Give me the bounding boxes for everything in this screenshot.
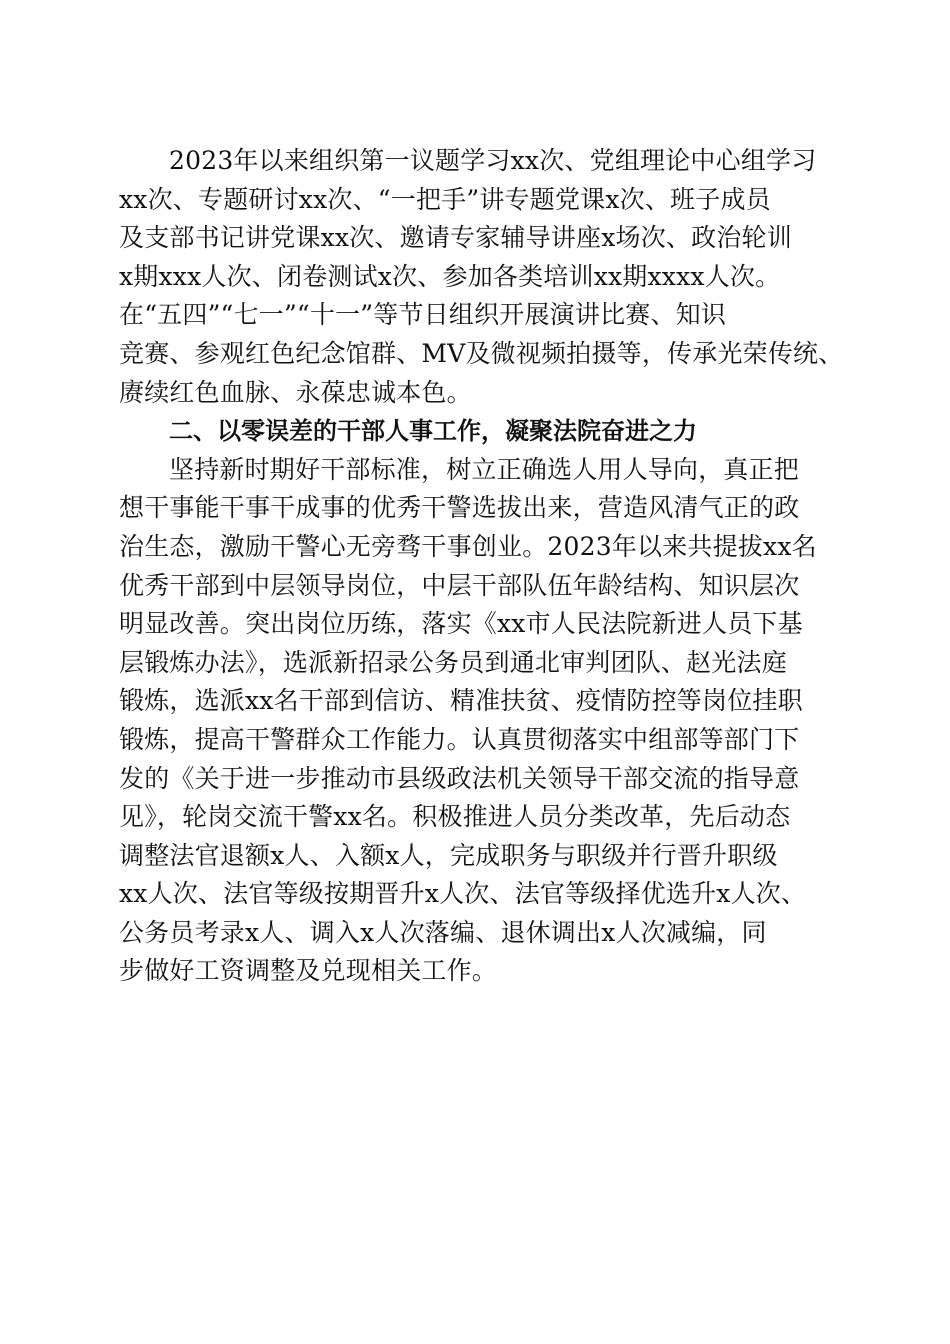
paragraph-line: 治生态，激励干警心无旁骛干事创业。2023年以来共提拔xx名 bbox=[119, 531, 817, 561]
paragraph-line: 公务员考录x人、调入x人次落编、退休调出x人次减编，同 bbox=[119, 917, 767, 947]
paragraph-line: 及支部书记讲党课xx次、邀请专家辅导讲座x场次、政治轮训 bbox=[119, 223, 792, 253]
paragraph-personnel-work bbox=[119, 451, 829, 991]
paragraph-line: 赓续红色血脉、永葆忠诚本色。 bbox=[119, 377, 472, 407]
paragraph-line: 明显改善。突出岗位历练，落实《xx市人民法院新进人员下基 bbox=[119, 609, 803, 639]
paragraph-line: 在“五四”“七一”“十一”等节日组织开展演讲比赛、知识 bbox=[119, 300, 727, 330]
paragraph-line: 锻炼，提高干警群众工作能力。认真贯彻落实中组部等部门下 bbox=[119, 724, 800, 754]
paragraph-line: 发的《关于进一步推动市县级政法机关领导干部交流的指导意 bbox=[119, 763, 800, 793]
paragraph-line: 调整法官退额x人、入额x人，完成职务与职级并行晋升职级 bbox=[119, 840, 778, 870]
paragraph-line: 想干事能干事干成事的优秀干警选拔出来，营造风清气正的政 bbox=[119, 493, 800, 523]
paragraph-party-study bbox=[119, 142, 844, 412]
paragraph-line: 见》，轮岗交流干警xx名。积极推进人员分类改革，先后动态 bbox=[119, 802, 791, 832]
paragraph-line: 优秀干部到中层领导岗位，中层干部队伍年龄结构、知识层次 bbox=[119, 570, 800, 600]
section-heading: 二、以零误差的干部人事工作，凝聚法院奋进之力 bbox=[169, 417, 697, 446]
document-body bbox=[119, 142, 844, 991]
paragraph-line: 竞赛、参观红色纪念馆群、MV及微视频拍摄等，传承光荣传统、 bbox=[119, 338, 844, 368]
paragraph-line: 步做好工资调整及兑现相关工作。 bbox=[119, 956, 498, 986]
paragraph-line: xx次、专题研讨xx次、“一把手”讲专题党课x次、班子成员 bbox=[119, 184, 771, 214]
paragraph-line: x期xxx人次、闭卷测试x次、参加各类培训xx期xxxx人次。 bbox=[119, 261, 781, 291]
paragraph-line: xx人次、法官等级按期晋升x人次、法官等级择优选升x人次、 bbox=[119, 879, 807, 909]
paragraph-line: 层锻炼办法》，选派新招录公务员到通北审判团队、赵光法庭 bbox=[119, 647, 787, 677]
paragraph-line: 2023年以来组织第一议题学习xx次、党组理论中心组学习 bbox=[169, 146, 817, 175]
paragraph-line: 坚持新时期好干部标准，树立正确选人用人导向，真正把 bbox=[169, 454, 800, 484]
paragraph-line: 锻炼，选派xx名干部到信访、精准扶贫、疫情防控等岗位挂职 bbox=[119, 686, 803, 716]
